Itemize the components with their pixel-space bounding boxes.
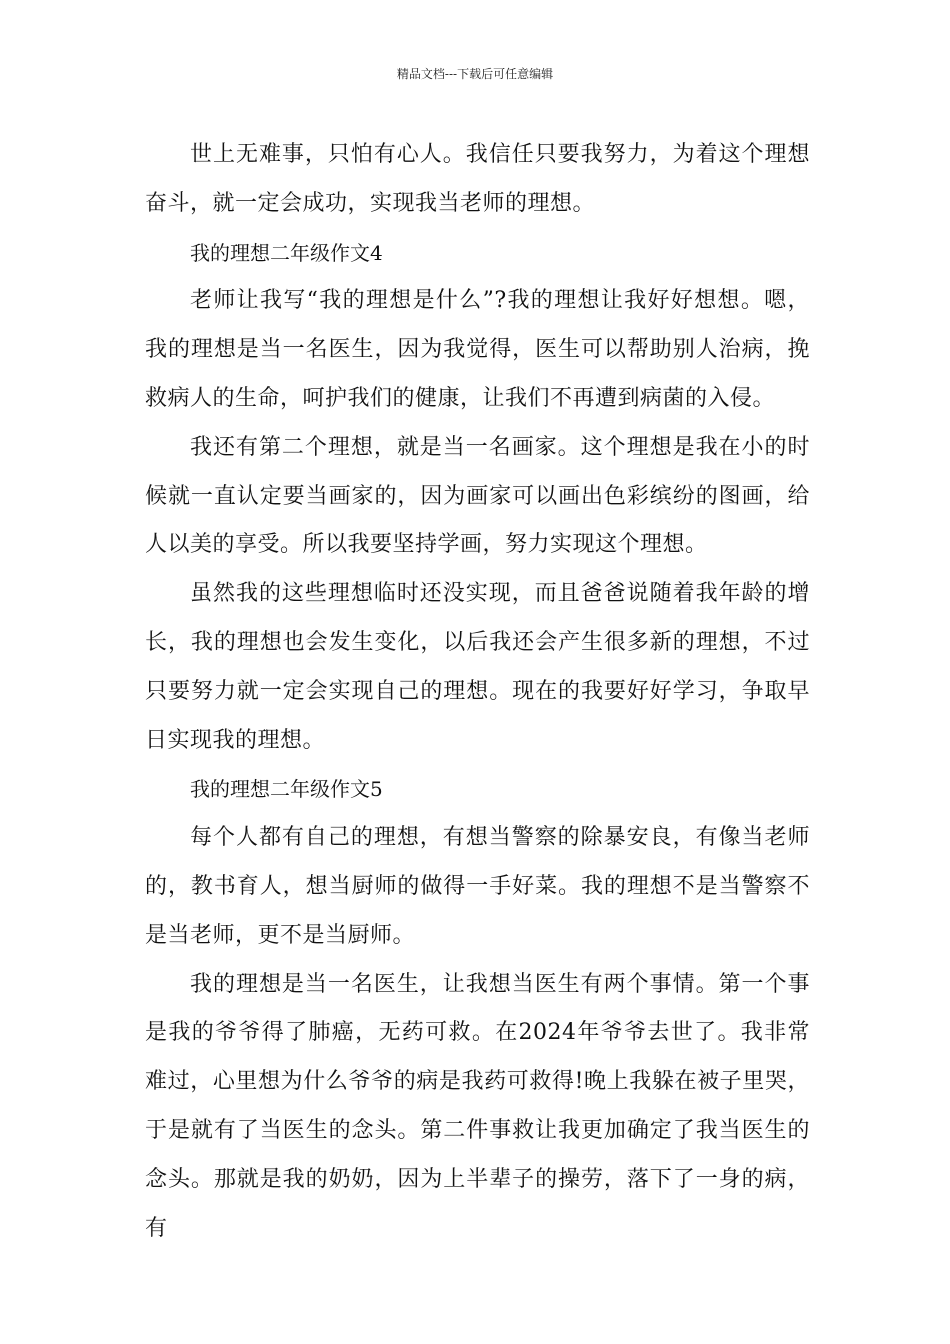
paragraph-6: 我的理想是当一名医生，让我想当医生有两个事情。第一个事是我的爷爷得了肺癌，无药可救。在2024年爷爷去世了。我非常难过，心里想为什么爷爷的病是我药可救得!晚上我躲在被子里哭，于是就有了当医生的念头。第二件事救让我更加确定了我当医生的念头。那就是我的奶奶，因为上半辈子的操劳，落下了一身的病，有 [145,971,810,1241]
section-heading-4: 我的理想二年级作文4 [190,240,383,265]
paragraph-3: 我还有第二个理想，就是当一名画家。这个理想是我在小的时候就一直认定要当画家的，因为画家可以画出色彩缤纷的图画，给人以美的享受。所以我要坚持学画，努力实现这个理想。 [145,434,810,558]
paragraph-4: 虽然我的这些理想临时还没实现，而且爸爸说随着我年龄的增长，我的理想也会发生变化，以后我还会产生很多新的理想，不过只要努力就一定会实现自己的理想。现在的我要好好学习，争取早日实现我的理想。 [145,581,810,753]
paragraph-1: 世上无难事，只怕有心人。我信任只要我努力，为着这个理想奋斗，就一定会成功，实现我当老师的理想。 [145,142,810,216]
section-heading-5: 我的理想二年级作文5 [190,777,383,802]
document-body [145,131,810,1253]
paragraph-5: 每个人都有自己的理想，有想当警察的除暴安良，有像当老师的，教书育人，想当厨师的做得一手好菜。我的理想不是当警察不是当老师，更不是当厨师。 [145,825,810,948]
paragraph-2: 老师让我写“我的理想是什么”?我的理想让我好好想想。嗯，我的理想是当一名医生，因为我觉得，医生可以帮助别人治病，挽救病人的生命，呵护我们的健康，让我们不再遭到病菌的入侵。 [145,288,810,411]
page-header: 精品文档---下载后可任意编辑 [396,67,554,81]
